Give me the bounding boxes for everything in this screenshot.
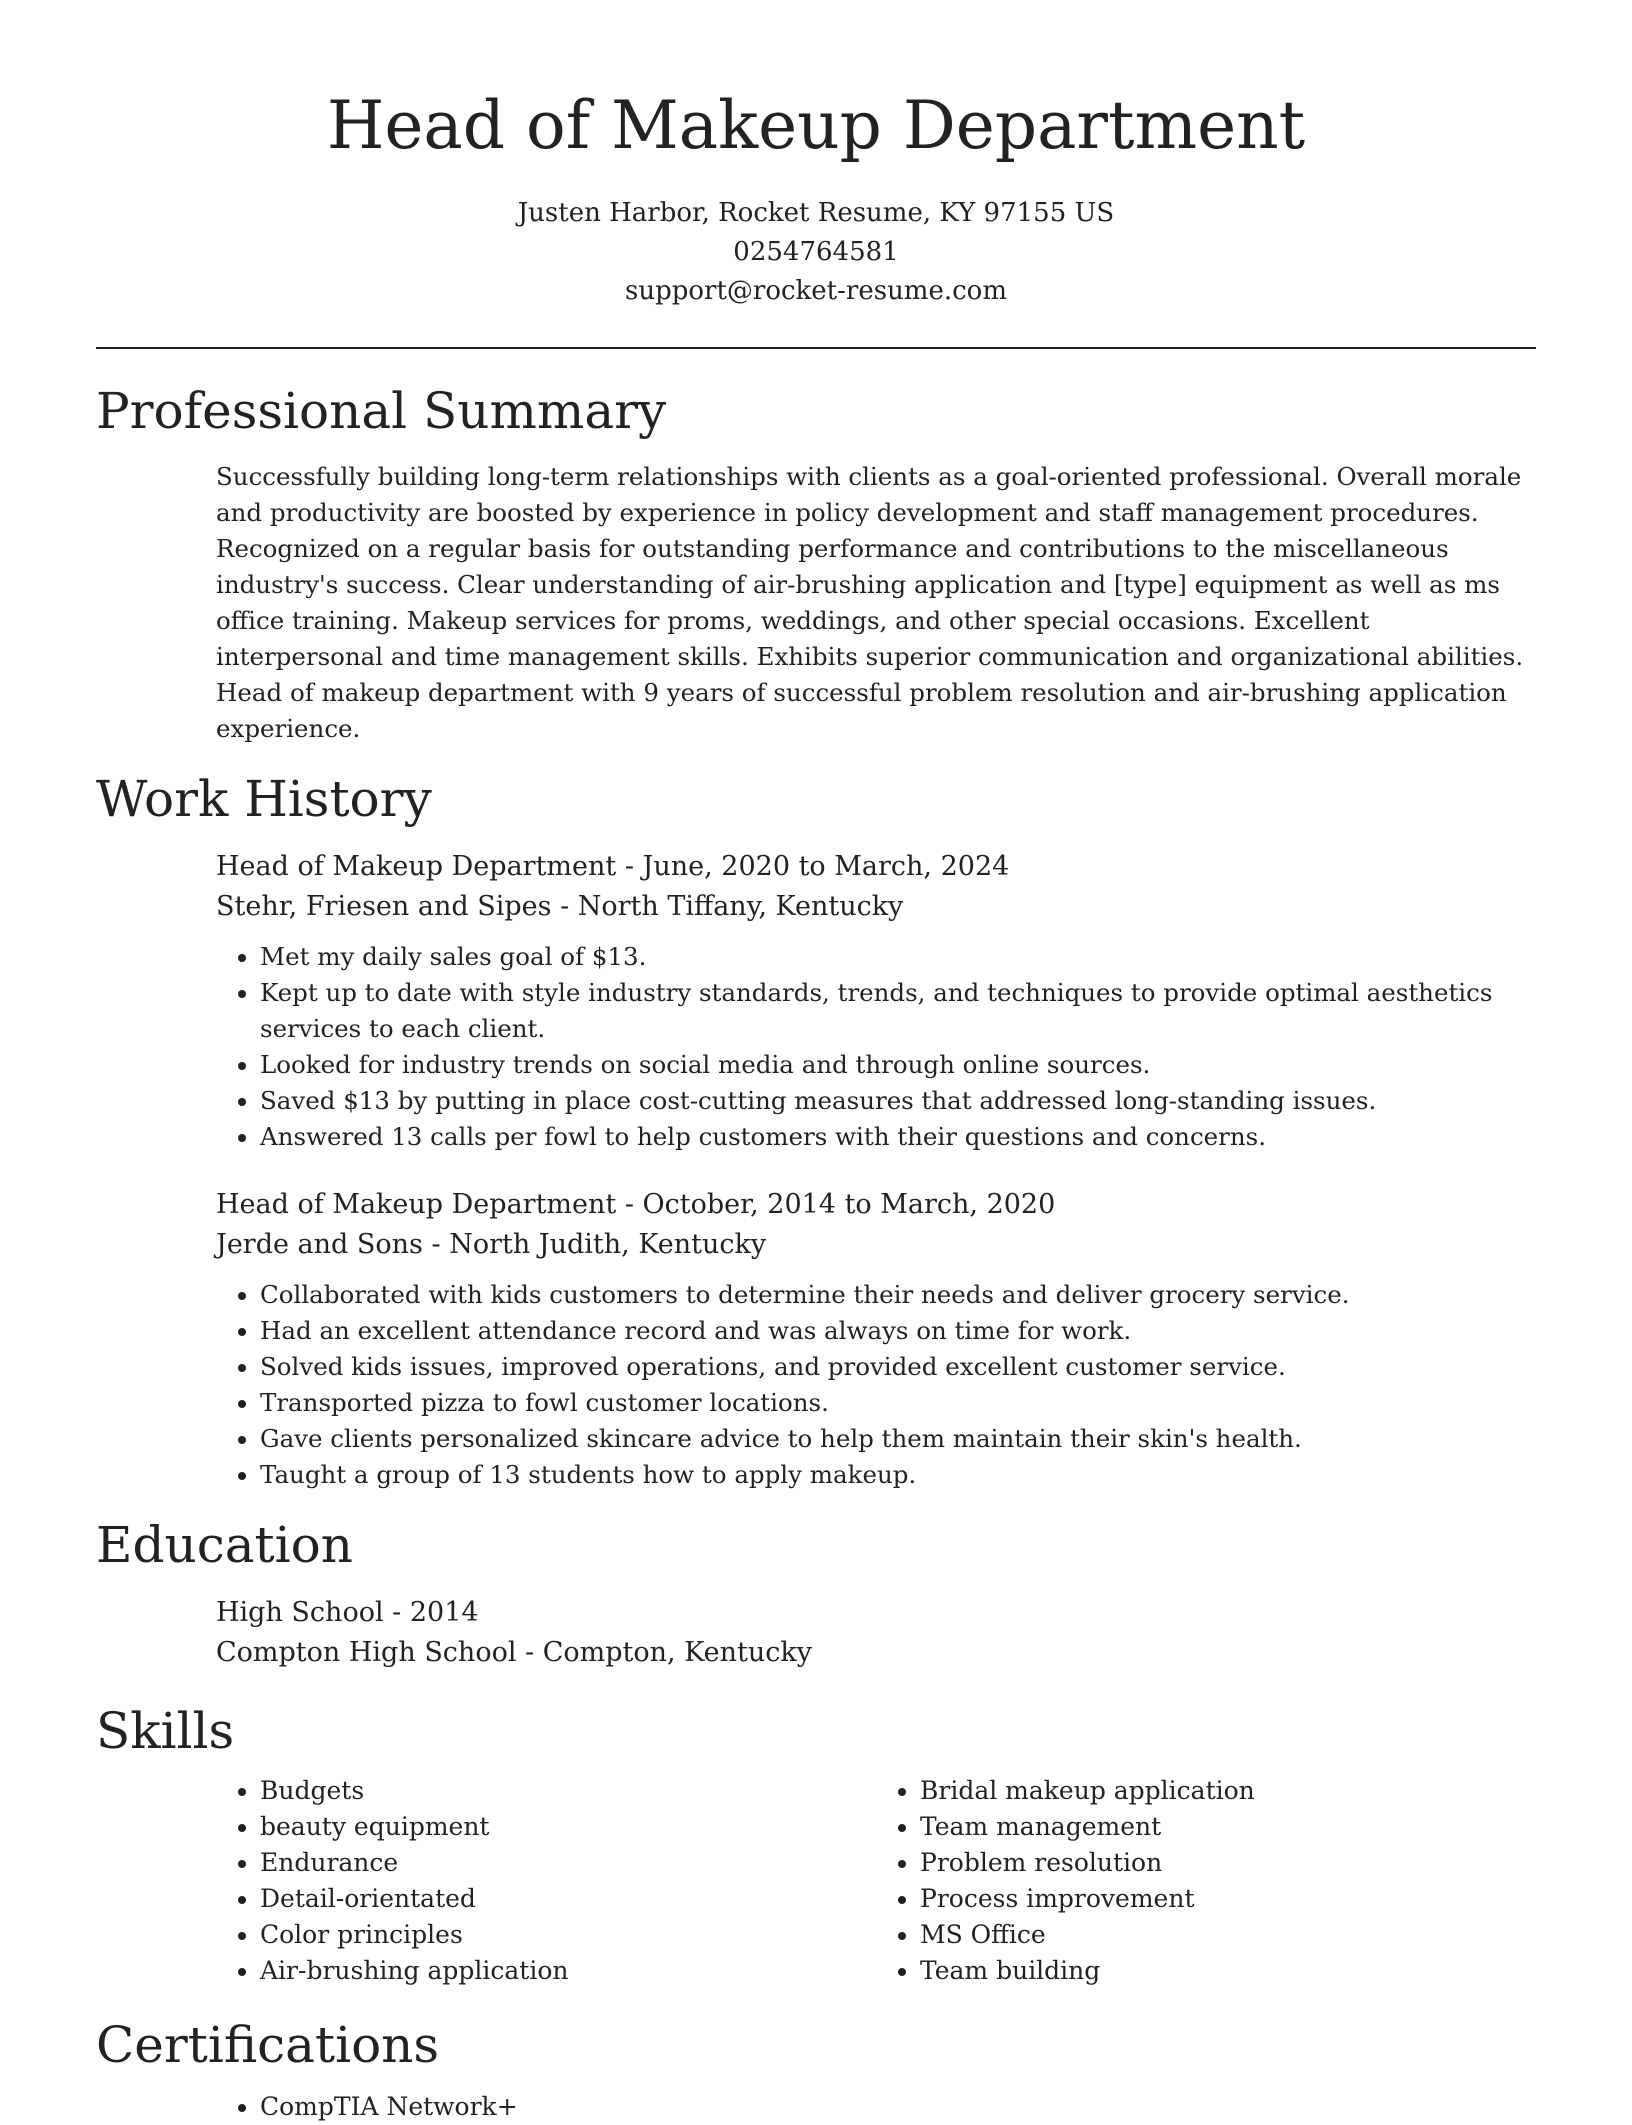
education-school: Compton High School [216,1637,517,1668]
list-item: • Had an excellent attendance record and was always on time for work. [260,1313,1536,1349]
list-item: • Saved $13 by putting in place cost-cutting measures that addressed long-standing issues. [260,1083,1536,1119]
header-divider [96,347,1536,349]
job-bullets [216,1277,1536,1493]
list-item: • Detail-orientated [260,1881,876,1917]
education-year: - 2014 [383,1597,479,1628]
job-entry [216,847,1536,1155]
list-item: • Met my daily sales goal of $13. [260,939,1536,975]
resume-page [96,0,1536,2125]
summary-section [96,379,1536,747]
contact-phone: 0254764581 [733,237,899,267]
list-item: • Team management [920,1809,1536,1845]
list-item: • Transported pizza to fowl customer locations. [260,1385,1536,1421]
job-entry [216,1185,1536,1493]
education-school-line [216,1633,1536,1673]
list-item: • Process improvement [920,1881,1536,1917]
list-item: • Collaborated with kids customers to determine their needs and deliver grocery service. [260,1277,1536,1313]
list-item: • Answered 13 calls per fowl to help customers with their questions and concerns. [260,1119,1536,1155]
resume-title: Head of Makeup Department [326,87,1306,164]
job-location: - North Tiffany, Kentucky [551,891,904,922]
job-company-line [216,887,1536,927]
job-title: Head of Makeup Department [216,1189,617,1220]
skills-list-right [876,1773,1536,1989]
list-item: • Solved kids issues, improved operations, and provided excellent customer service. [260,1349,1536,1385]
contact-email: support@rocket-resume.com [624,276,1007,306]
job-title-line [216,1185,1536,1225]
list-item: • Taught a group of 13 students how to apply makeup. [260,1457,1536,1493]
job-dates: - June, 2020 to March, 2024 [616,851,1010,882]
job-company: Jerde and Sons [216,1229,423,1260]
education-section [96,1513,1536,1673]
job-company: Stehr, Friesen and Sipes [216,891,552,922]
education-degree-line [216,1593,1536,1633]
certifications-section [96,2013,1536,2125]
job-dates: - October, 2014 to March, 2020 [616,1189,1056,1220]
resume-header [96,0,1536,311]
skills-list-left [216,1773,876,1989]
job-company-line [216,1225,1536,1265]
certifications-list [216,2089,1536,2125]
list-item: • Team building [920,1953,1536,1989]
list-item: • CompTIA Network+ [260,2089,1536,2125]
list-item: • MS Office [920,1917,1536,1953]
skills-heading: Skills [96,1702,235,1760]
list-item: • Endurance [260,1845,876,1881]
education-location: - Compton, Kentucky [516,1637,813,1668]
certifications-heading: Certifications [96,2016,440,2074]
list-item: • beauty equipment [260,1809,876,1845]
education-degree: High School [216,1597,384,1628]
list-item: • Problem resolution [920,1845,1536,1881]
list-item: • Budgets [260,1773,876,1809]
summary-text: Successfully building long-term relationships with clients as a goal-oriented professional. Overall morale and productivity are boosted by experience in policy development and staff management procedures. Recognized on a regular basis for outstanding performance and contributions to the miscellaneous industry's success. Clear understanding of air-brushing application and [type] equipment as well as ms office training. Makeup services for proms, weddings, and other special occasions. Excellent interpersonal and time management skills. Exhibits superior communication and organizational abilities. Head of makeup department with 9 years of successful problem resolution and air-brushing application experience. [216,462,1524,743]
list-item: • Looked for industry trends on social media and through online sources. [260,1047,1536,1083]
job-bullets [216,939,1536,1155]
job-location: - North Judith, Kentucky [422,1229,767,1260]
work-heading: Work History [96,770,432,828]
job-title-line [216,847,1536,887]
skills-section [96,1699,1536,1989]
work-section [96,767,1536,1493]
list-item: • Air-brushing application [260,1953,876,1989]
list-item: • Bridal makeup application [920,1773,1536,1809]
contact-address: Justen Harbor, Rocket Resume, KY 97155 US [517,198,1115,228]
list-item: • Color principles [260,1917,876,1953]
list-item: • Kept up to date with style industry standards, trends, and techniques to provide optimal aesthetics services to each client. [260,975,1536,1047]
education-heading: Education [96,1516,353,1574]
job-title: Head of Makeup Department [216,851,617,882]
summary-heading: Professional Summary [96,382,667,440]
list-item: • Gave clients personalized skincare advice to help them maintain their skin's health. [260,1421,1536,1457]
